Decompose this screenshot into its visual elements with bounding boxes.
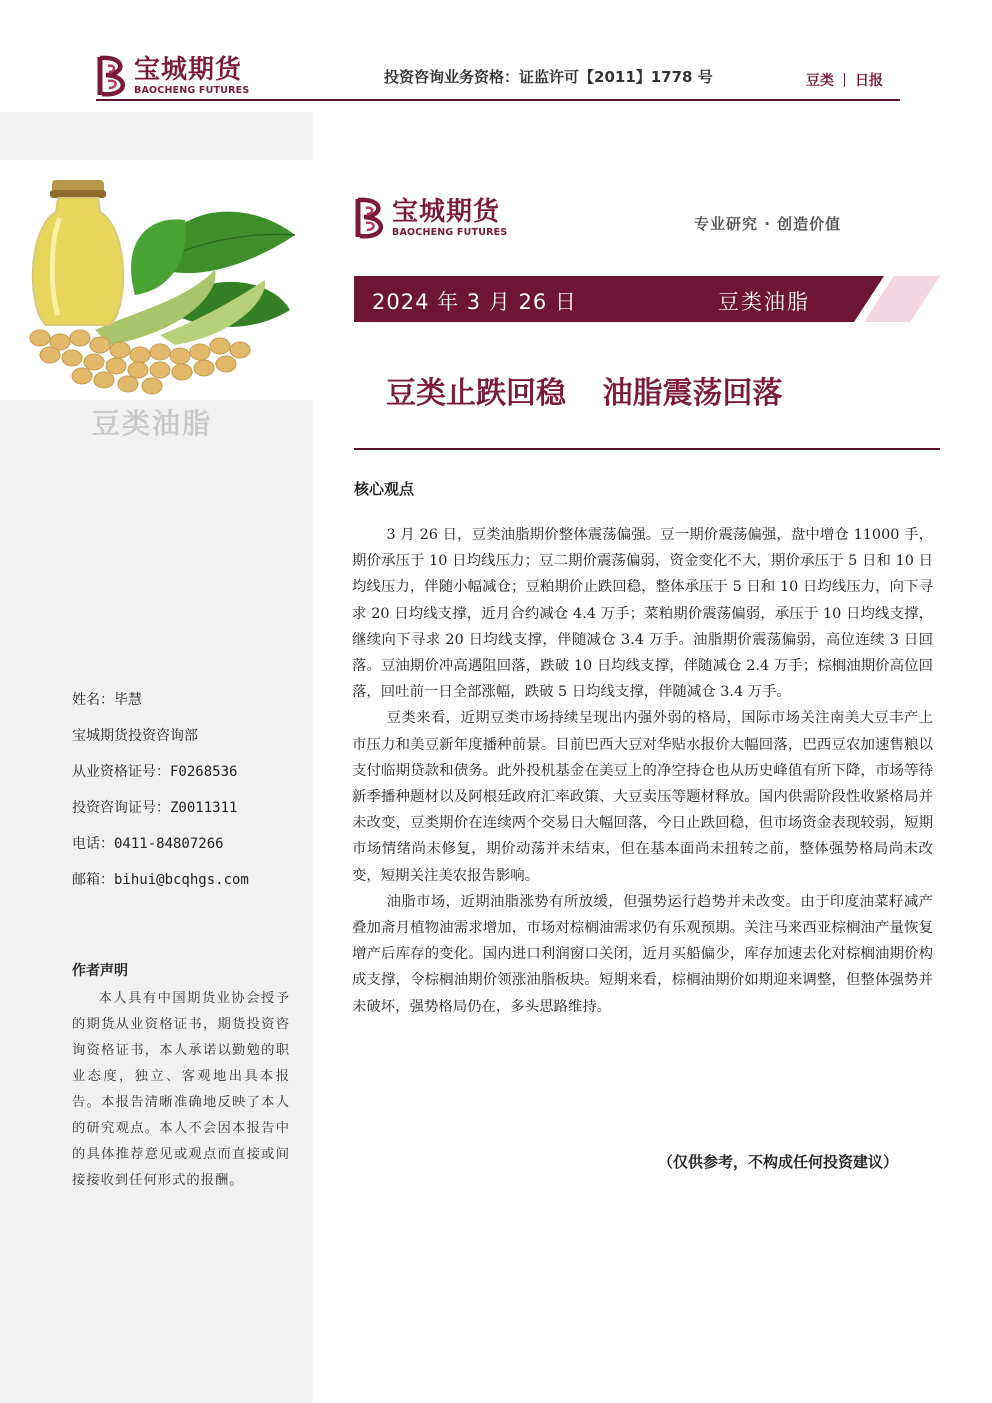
headline-rule (354, 448, 940, 450)
body-paragraph: 油脂市场，近期油脂涨势有所放缓，但强势运行趋势并未改变。由于印度油菜籽减产叠加斋月植物油需求增加，市场对棕榈油需求仍有乐观预期。关注马来西亚棕榈油产量恢复增产后库存的变化。国内进口利润窗口关闭，近月买船偏少，库存加速去化对棕榈油期价构成支撑，令棕榈油期价领涨油脂板块。短期来看，棕榈油期价如期迎来调整，但整体强势并未破坏，强势格局仍在，多头思路维持。 (352, 893, 933, 1015)
author-email[interactable]: 邮箱：bihui@bcqhgs.com (72, 872, 249, 888)
author-name: 姓名：毕慧 (72, 692, 142, 708)
author-consult-cert: 投资咨询证号：Z0011311 (72, 800, 238, 816)
body-paragraph: 豆类来看，近期豆类市场持续呈现出内强外弱的格局，国际市场关注南美大豆丰产上市压力和美豆新年度播种前景。目前巴西大豆对华贴水报价大幅回落，巴西豆农加速售粮以支付临期贷款和债务。此外投机基金在美豆上的净空持仓也从历史峰值有所下降，市场等待新季播种题材以及阿根廷政府汇率政策、大豆卖压等题材释放。国内供需阶段性收紧格局并未改变，豆类期价在连续两个交易日大幅回落，今日止跌回稳，但市场资金表现较弱，短期市场情绪尚未修复，期价动荡并未结束，但在基本面尚未扭转之前，整体强势格局尚未改变，短期关注美农报告影响。 (352, 710, 933, 884)
header-logo (96, 54, 256, 98)
report-type-label: 日报 (855, 73, 883, 89)
report-body (352, 522, 933, 1020)
author-department: 宝城期货投资咨询部 (72, 728, 198, 744)
logo-english-name: BAOCHENG FUTURES (134, 85, 250, 96)
disclaimer: （仅供参考，不构成任何投资建议） (658, 1153, 899, 1171)
date-banner (354, 276, 940, 322)
author-qualification: 从业资格证号：F0268536 (72, 764, 238, 780)
headline: 豆类止跌回稳 油脂震荡回落 (386, 376, 783, 411)
category-label: 豆类 (806, 73, 834, 89)
logo-chinese-name: 宝城期货 (134, 55, 243, 85)
header-category (806, 70, 883, 90)
report-topic: 豆类油脂 (718, 290, 810, 314)
logo-english-name: BAOCHENG FUTURES (392, 227, 508, 238)
baocheng-logo-icon (354, 196, 388, 240)
license-info: 投资咨询业务资格：证监许可【2011】1778 号 (384, 68, 713, 86)
slogan: 专业研究 · 创造价值 (694, 215, 842, 233)
author-info (72, 690, 302, 906)
core-view-title: 核心观点 (354, 480, 415, 498)
declaration-text: 本人具有中国期货业协会授予的期货从业资格证书，期货投资咨询资格证书，本人承诺以勤勉的职业态度，独立、客观地出具本报告。本报告清晰准确地反映了本人的研究观点。本人不会因本报告中的具体推荐意见或观点而直接或间接接收到任何形式的报酬。 (72, 991, 290, 1188)
declaration-title: 作者声明 (72, 963, 128, 979)
report-date: 2024 年 3 月 26 日 (372, 290, 577, 314)
baocheng-logo-icon (96, 54, 130, 98)
header-rule (96, 99, 900, 101)
soybean-oil-photo (0, 160, 313, 400)
main-logo (354, 196, 524, 240)
body-paragraph: 3 月 26 日，豆类油脂期价整体震荡偏强。豆一期价震荡偏强，盘中增仓 11000 手，期价承压于 10 日均线压力；豆二期价震荡偏弱，资金变化不大，期价承压于 5 日和 10 日均线压力，伴随小幅减仓；豆粕期价止跌回稳，整体承压于 5 日和 10 日均线压力，向下寻求 20 日均线支撑，近月合约减仓 4.4 万手；菜粕期价震荡偏弱，承压于 10 日均线支撑，继续向下寻求 20 日均线支撑，伴随减仓 3.4 万手。油脂期价震荡偏弱，高位连续 3 日回落。豆油期价冲高遇阻回落，跌破 10 日均线支撑，伴随减仓 2.4 万手；棕榈油期价高位回落，回吐前一日全部涨幅，跌破 5 日均线支撑，伴随减仓 3.4 万手。 (352, 527, 933, 701)
sidebar-topic: 豆类油脂 (92, 407, 213, 440)
author-phone: 电话：0411-84807266 (72, 836, 224, 852)
logo-chinese-name: 宝城期货 (392, 197, 501, 227)
category-divider (844, 73, 845, 87)
